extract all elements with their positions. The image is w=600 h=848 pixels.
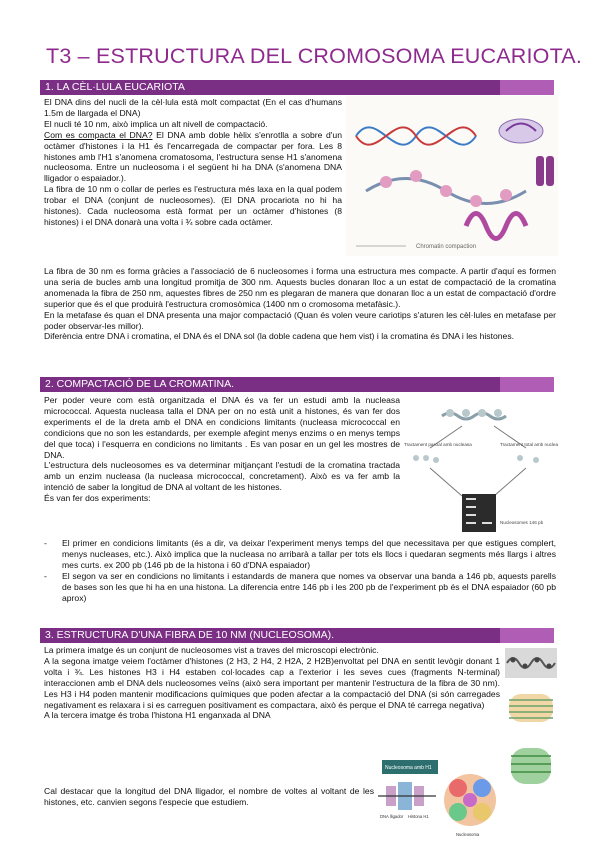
- section-heading-2: 2. COMPACTACIÓ DE LA CROMATINA.: [40, 377, 554, 392]
- experiment-list: [44, 538, 556, 603]
- paragraph: La fibra de 10 nm o collar de perles es l'estructura més laxa en la qual podem trobar el DNA (conjunt de nucleosomes). (El DNA procariota no hi ha histones). Cada nucleosoma està format per un octàmer d'histones (8 histones) i el DNA donarà una volta i ¾ sobre cada octàmer.: [44, 184, 342, 227]
- section-heading-3: 3. ESTRUCTURA D'UNA FIBRA DE 10 NM (NUCLEOSOMA).: [40, 628, 554, 643]
- paragraph: L'estructura dels nucleosomes es va determinar mitjançant l'estudi de la cromatina tractada amb un enzim nucleasa (la nucleasa micrococcal, concretament). Això es va fer amb la intenció de saber la longitud de DNA al voltant de les histones.: [44, 460, 400, 493]
- list-item: - El primer en condicions limitants (és a dir, va deixar l'experiment menys temps del que necessitava per que estigues complert, menys nucleases, etc.). Això implica que la nucleasa no arribarà a tallar per tots els llocs i quedaran segments més llargs i altres mes curts. ex 200 pb (146 pb de la histona i 60 d'DNA espaiador): [44, 538, 556, 570]
- paragraph: La fibra de 30 nm es forma gràcies a l'associació de 6 nucleosomes i forma una estructura mes compacte. A partir d'aquí es formen una seria de bucles amb una longitud promitja de 300 nm. Aquests bucles donaran lloc a un estat de compactació de la cromatina anomenada la fibra de 250 nm, aquestes fibres de 250 nm es plegaran de manera que donaran lloc a un estat de compactació d'ordre superior que és el que produirà l'estructura cromosòmica (1400 nm o cromosoma metafàsic.).: [44, 266, 556, 309]
- section3-narrow-text: [44, 645, 500, 721]
- paragraph: Cal destacar que la longitud del DNA lligador, el nombre de voltes al voltant de les histones, etc. canvien segons l'especie que estudiem.: [44, 786, 374, 807]
- section1-narrow-text: [44, 97, 342, 228]
- paragraph: El DNA dins del nucli de la cèl·lula està molt compactat (En el cas d'humans 1.5m de llargada el DNA): [44, 97, 342, 118]
- paragraph: Diferència entre DNA i cromatina, el DNA és el DNA sol (la doble cadena que hem vist) i la cromatina és DNA i les histones.: [44, 331, 515, 342]
- gel-label-right: Tractament total amb nucleasa: [500, 442, 558, 447]
- figure-caption: Chromatin compaction: [416, 244, 477, 250]
- fig3-sub3: Nucleosoma: [456, 832, 480, 837]
- nucleosome-h1-model: [505, 742, 557, 790]
- paragraph: A la tercera imatge és troba l'histona H1 enganxada al DNA: [44, 710, 271, 721]
- question-underlined: Com es compacta el DNA?: [44, 129, 153, 140]
- gel-label-left: Tractament parcial amb nucleasa: [404, 442, 472, 447]
- list-item: - El segon va ser en condicions no limitants i estandards de manera que nomes va observar una banda a 146 pb, aquests parells de bases son les que hi ha en una histona. La diferencia entre 146 pb i les 200 pb de l'experiment pb és el DNA espaiador (60 pb aprox): [44, 570, 556, 603]
- histone-octamer-figure: [378, 756, 500, 840]
- fig3-label: Nucleosoma amb H1: [385, 765, 432, 771]
- chromatin-compaction-figure: [346, 96, 558, 256]
- paragraph: A la segona imatge veiem l'octàmer d'histones (2 H3, 2 H4, 2 H2A, 2 H2B)envoltat pel DNA en sentit levògir donant 1 volta i ¾. Les histones H3 i H4 estaben col·locades cap a l'exterior i les seves cues (fragments N-terminal) interaccionen amb el DNA dels nucleosomes veïns (això sera important per mantenir l'estructura de la fibra de 30 nm). Les H3 i H4 poden mantenir modificacions químiques que poden afectar a la compactació del DNA (si són carregades negativament es relaxara i si es carreguen positivament es compactara, això és perque el DNA té carrega negativa): [44, 655, 500, 710]
- nuclease-gel-figure: [402, 396, 558, 534]
- paragraph: El nucli té 10 nm, això implica un alt nivell de compactació.: [44, 118, 268, 129]
- paragraph: Per poder veure com està organitzada el DNA és va fer un estudi amb la nucleasa micrococcal. Aquesta nucleasa talla el DNA per on no està unit a histones, és van fer dos experiments el de la dreta amb el DNA en condicions limitants (nucleasa micrococcal en condicions que no son les estandards, per exemple afegint menys enzims o en menys temps del que toca) i l'esquerra en condicions no limitants . Es van posar en un gel les mostres de DNA.: [44, 395, 400, 460]
- paragraph: És van fer dos experiments:: [44, 493, 151, 504]
- section-heading-1: 1. LA CÈL·LULA EUCARIOTA: [40, 80, 554, 95]
- paragraph: En la metafase és quan el DNA presenta una major compactació (Quan és volen veure cariotips s'aturen les cèl·lules en metafase per poder observar-les millor).: [44, 309, 556, 331]
- paragraph: La primera imatge és un conjunt de nucleosomes vist a traves del microscopi electrònic.: [44, 645, 379, 655]
- section2-narrow-text: [44, 395, 400, 504]
- section3-closing-text: [44, 786, 374, 808]
- fig3-sub1: DNA lligador: [380, 814, 404, 819]
- fig3-sub2: Histona H1: [408, 814, 429, 819]
- section1-wide-text: [44, 266, 556, 342]
- gel-note: Nucleosomes 146 pb: [500, 520, 544, 525]
- page-title: T3 – ESTRUCTURA DEL CROMOSOMA EUCARIOTA.: [46, 44, 583, 68]
- paragraph: Com es compacta el DNA? El DNA amb doble hèlix s'enrotlla a sobre d'un octàmer d'histones i la H1 és l'encarregada de compactar per fora. Les 8 histones amb l'H1 s'anomena cromatosoma, l'estructura sense H1 s'anomena nucleosoma. Entre un nucleosoma i el següent hi ha DNA (s'anomena DNA lligador o espaiador.).: [44, 129, 342, 184]
- electron-micrograph: [505, 648, 557, 678]
- nucleosome-model: [505, 690, 557, 726]
